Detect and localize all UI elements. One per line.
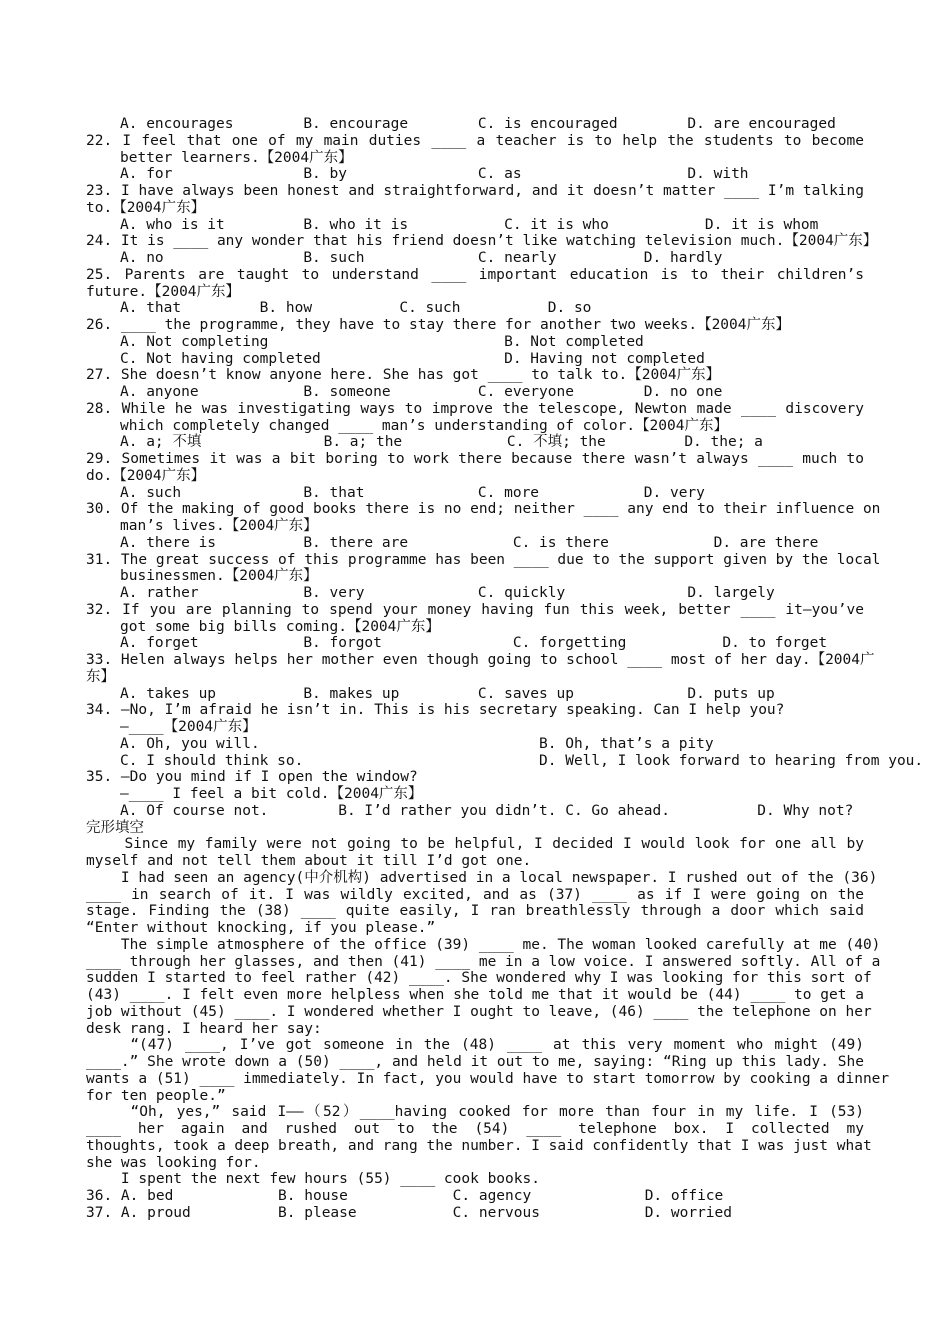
text-line: I had seen an agency(中介机构) advertised in a local newspaper. I rushed out of the (36) (86, 869, 878, 886)
text-line: 34. —No, I’m afraid he isn’t in. This is his secretary speaking. Can I help you? (86, 702, 785, 719)
text-line: 30. Of the making of good books there is no end; neither ____ any end to their influence on (86, 501, 881, 518)
text-line: The simple atmosphere of the office (39) ____ me. The woman looked carefully at me (40) (86, 936, 881, 953)
text-line: 32. If you are planning to spend your money having fun this week, better ____ it—you’ve (86, 601, 864, 618)
text-line: A. takes up B. makes up C. saves up D. puts up (120, 685, 775, 702)
text-line: job without (45) ____. I wondered whether I ought to leave, (46) ____ the telephone on her (86, 1003, 872, 1020)
text-line: thoughts, took a deep breath, and rang the number. I said confidently that I was just what (86, 1137, 872, 1154)
text-line: —____【2004广东】 (120, 719, 257, 735)
text-line: 23. I have always been honest and straightforward, and it doesn’t matter ____ I’m talking (86, 183, 864, 199)
text-line: man’s lives.【2004广东】 (120, 518, 318, 534)
text-line: 东】 (86, 668, 115, 685)
text-line: C. I should think so. D. Well, I look forward to hearing from you. (120, 752, 924, 769)
text-line: A. anyone B. someone C. everyone D. no one (120, 384, 723, 400)
text-line: A. forget B. forgot C. forgetting D. to forget (120, 635, 828, 652)
text-line: for ten people.” (86, 1087, 226, 1104)
text-line: she was looking for. (86, 1154, 261, 1171)
text-line: 29. Sometimes it was a bit boring to work there because there wasn’t always ____ much to (86, 451, 864, 467)
text-line: A. Not completing B. Not completed (120, 333, 644, 350)
text-line: A. a; 不填 B. a; the C. 不填; the D. the; a (120, 434, 763, 451)
text-line: (43) ____. I felt even more helpless when she told me that it would be (44) ____ to get a (86, 987, 864, 1003)
text-line: ____ her again and rushed out to the (54) ____ telephone box. I collected my (86, 1121, 864, 1137)
text-line: A. Of course not. B. I’d rather you didn’t. C. Go ahead. D. Why not? (120, 802, 854, 819)
text-line: A. for B. by C. as D. with (120, 166, 749, 183)
text-line: “Oh, yes,” said I——（52）____having cooked for more than four in my life. I (53) (86, 1104, 864, 1121)
text-line: A. Oh, you will. B. Oh, that’s a pity (120, 735, 714, 752)
text-line: 24. It is ____ any wonder that his friend doesn’t like watching television much.【2004广东】 (86, 233, 878, 250)
text-line: 22. I feel that one of my main duties ____ a teacher is to help the students to become (86, 132, 864, 149)
text-line: A. rather B. very C. quickly D. largely (120, 585, 775, 601)
text-line: “Enter without knocking, if you please.” (86, 920, 436, 936)
text-line: 37. A. proud B. please C. nervous D. worried (86, 1204, 733, 1221)
text-line: future.【2004广东】 (86, 283, 241, 300)
text-line: 27. She doesn’t know anyone here. She has got ____ to talk to.【2004广东】 (86, 367, 721, 384)
text-line: —____ I feel a bit cold.【2004广东】 (120, 786, 423, 802)
text-line: A. who is it B. who it is C. it is who D. it is whom (120, 216, 819, 233)
text-line: to.【2004广东】 (86, 199, 206, 216)
text-line: C. Not having completed D. Having not completed (120, 350, 705, 367)
text-line: A. such B. that C. more D. very (120, 484, 705, 501)
text-line: 28. While he was investigating ways to improve the telescope, Newton made ____ discovery (86, 400, 864, 417)
text-line: myself and not tell them about it till I’d got one. (86, 853, 532, 869)
text-line: wants a (51) ____ immediately. In fact, you would have to start tomorrow by cooking a dinner (86, 1070, 890, 1087)
text-line: A. there is B. there are C. is there D. are there (120, 534, 819, 551)
text-line: A. encourages B. encourage C. is encouraged D. are encouraged (120, 116, 836, 132)
text-line: 完形填空 (86, 819, 144, 836)
text-line: Since my family were not going to be helpful, I decided I would look for one all by (86, 836, 864, 853)
text-line: do.【2004广东】 (86, 467, 206, 484)
text-line: ____.” She wrote down a (50) ____, and held it out to me, saying: “Ring up this lady. She (86, 1054, 864, 1070)
text-line: 26. ____ the programme, they have to stay there for another two weeks.【2004广东】 (86, 317, 791, 333)
text-line: 35. —Do you mind if I open the window? (86, 769, 418, 786)
text-line: “(47) ____, I’ve got someone in the (48) ____ at this very moment who might (49) (86, 1037, 864, 1054)
text-line: 33. Helen always helps her mother even though going to school ____ most of her day.【2004广 (86, 652, 875, 668)
text-line: ____ in search of it. I was wildly excited, and as (37) ____ as if I were going on the (86, 886, 864, 903)
text-line: 25. Parents are taught to understand ____ important education is to their children’s (86, 266, 864, 283)
text-line: 36. A. bed B. house C. agency D. office (86, 1188, 724, 1204)
text-line: A. that B. how C. such D. so (120, 300, 592, 317)
text-line: which completely changed ____ man’s understanding of color.【2004广东】 (120, 417, 728, 434)
text-line: I spent the next few hours (55) ____ cook books. (86, 1171, 540, 1188)
text-line: businessmen.【2004广东】 (120, 568, 318, 585)
text-line: desk rang. I heard her say: (86, 1020, 322, 1037)
text-line: A. no B. such C. nearly D. hardly (120, 250, 723, 266)
text-line: got some big bills coming.【2004广东】 (120, 618, 440, 635)
text-line: better learners.【2004广东】 (120, 149, 353, 166)
text-line: stage. Finding the (38) ____ quite easily, I ran breathlessly through a door which said (86, 903, 864, 920)
text-line: 31. The great success of this programme has been ____ due to the support given by the local (86, 551, 881, 568)
text-line: sudden I started to feel rather (42) ____. She wondered why I was looking for this sort of (86, 970, 872, 987)
text-line: ____ through her glasses, and then (41) ____ me in a low voice. I answered softly. All of a (86, 953, 881, 970)
